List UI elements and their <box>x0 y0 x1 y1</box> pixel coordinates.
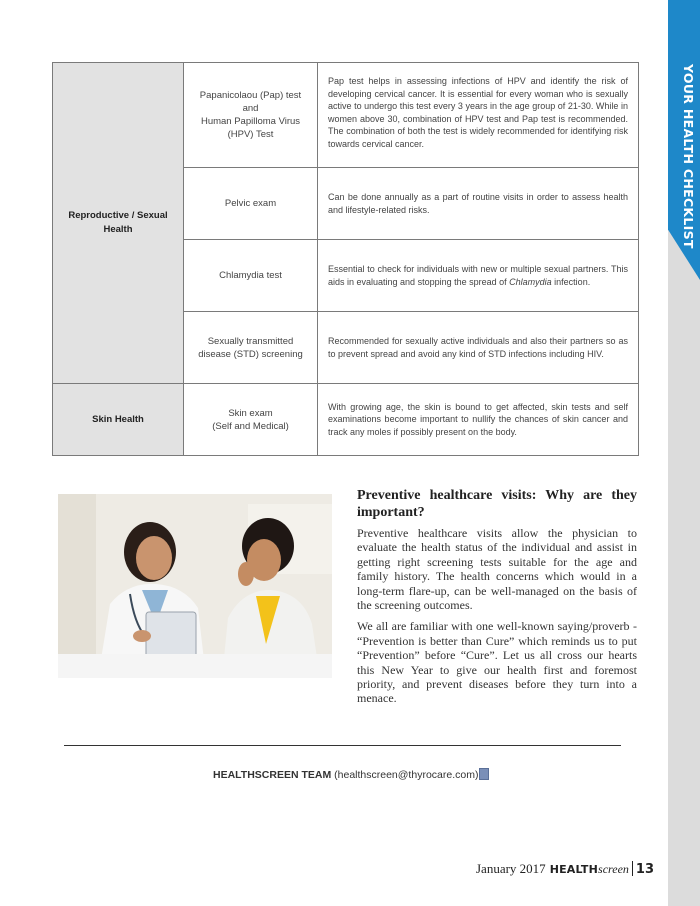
author-credit <box>213 768 489 781</box>
article-title: Preventive healthcare visits: Why are they important? <box>357 488 637 520</box>
description-cell: Can be done annually as a part of routine visits in order to assess health and lifestyle-related risks. <box>318 168 639 240</box>
description-cell: Recommended for sexually active individuals and also their partners so as to prevent spread and avoid any kind of STD infections including HIV. <box>318 312 639 384</box>
test-name-cell: Pelvic exam <box>184 168 318 240</box>
page-number: 13 <box>635 862 654 877</box>
table-row <box>53 384 639 456</box>
doctor-patient-photo <box>58 494 332 678</box>
article-paragraph: Preventive healthcare visits allow the physician to evaluate the health status of the individual and assist in getting right screening tests suitable for the age and family history. The health concerns which would in a long-term flare-up, can be well-managed on the basis of the screening outcomes. <box>357 526 637 613</box>
health-checklist-table <box>52 62 639 456</box>
side-tab-label: YOUR HEALTH CHECKLIST <box>681 64 696 249</box>
team-email[interactable]: (healthscreen@thyrocare.com) <box>334 769 479 781</box>
description-cell: With growing age, the skin is bound to get affected, skin tests and self examinations become important to nullify the chances of skin cancer and track any moles if possibly present on the body. <box>318 384 639 456</box>
test-name-cell: Papanicolaou (Pap) test and Human Papilloma Virus (HPV) Test <box>184 63 318 168</box>
footer-separator <box>632 861 633 876</box>
brand-name: HEALTH <box>549 863 599 876</box>
page-footer <box>476 860 654 878</box>
description-cell: Pap test helps in assessing infections of HPV and identify the risk of developing cervical cancer. It is essential for every woman who is sexually active to undergo this test every 3 years in the age group of 21-30. While in women above 30, combination of HPV test and Pap test is recommended. The combination of both the test is widely recommended for identifying risk towards cervical cancer. <box>318 63 639 168</box>
issue-date: January 2017 <box>476 861 546 876</box>
category-cell: Reproductive / Sexual Health <box>53 63 184 384</box>
test-name-cell: Sexually transmitted disease (STD) screening <box>184 312 318 384</box>
article-paragraph: We all are familiar with one well-known saying/proverb - “Prevention is better than Cure” which reminds us to put “Prevention” before “Cure”. Let us all cross our hearts this New Year to give our health first and foremost priority, and prevent diseases before they turn into a menace. <box>357 619 637 706</box>
divider <box>64 745 621 746</box>
table-row <box>53 63 639 168</box>
test-name-cell: Skin exam (Self and Medical) <box>184 384 318 456</box>
description-cell: Essential to check for individuals with new or multiple sexual partners. This aids in evaluating and stopping the spread of Chlamydia infection. <box>318 240 639 312</box>
team-name: HEALTHSCREEN TEAM <box>213 769 332 781</box>
article-body <box>357 526 637 713</box>
brand-name-italic: screen <box>598 862 629 876</box>
test-name-cell: Chlamydia test <box>184 240 318 312</box>
mail-icon <box>479 768 489 780</box>
category-cell: Skin Health <box>53 384 184 456</box>
